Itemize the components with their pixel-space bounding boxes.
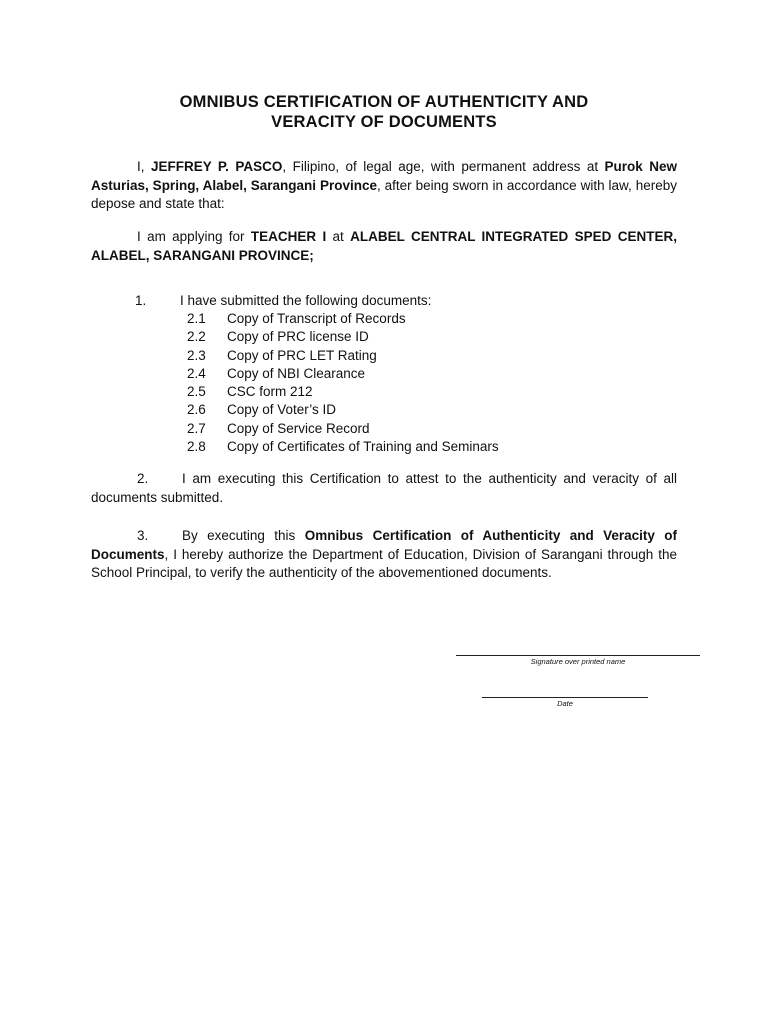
date-label: Date: [557, 699, 573, 708]
certification-title-ref: Omnibus Certification of Authenticity and Veracity of Documents: [91, 528, 677, 562]
document-label: Copy of Service Record: [227, 420, 370, 436]
document-label: CSC form 212: [227, 384, 313, 400]
intro-suffix: , after being sworn in accordance with law, hereby depose and state that:: [91, 177, 677, 211]
document-label: Copy of PRC LET Rating: [227, 347, 377, 363]
item-3-paragraph: [91, 527, 677, 583]
document-number: 2.6: [187, 402, 206, 418]
school-name: ALABEL CENTRAL INTEGRATED SPED CENTER, ALABEL, SARANGANI PROVINCE;: [91, 229, 677, 263]
document-label: Copy of Voter’s ID: [227, 402, 337, 418]
item-2-text: I am executing this Certification to attest to the authenticity and veracity of all documents submitted.: [91, 471, 677, 505]
document-item: [187, 401, 499, 419]
document-label: Copy of Transcript of Records: [227, 311, 406, 326]
item-3-number: 3.: [137, 528, 149, 543]
intro-prefix: I,: [137, 159, 151, 174]
document-title: [92, 92, 676, 132]
document-number: 2.2: [187, 329, 206, 345]
document-number: 2.3: [187, 347, 206, 363]
item-3-suffix: , I hereby authorize the Department of Education, Division of Sarangani through the School Principal, to verify the authenticity of the abovementioned documents.: [91, 546, 677, 580]
document-label: Copy of NBI Clearance: [227, 365, 366, 381]
document-number: 2.4: [187, 365, 206, 381]
applying-paragraph: [91, 228, 677, 265]
document-item: [187, 365, 499, 383]
document-number: 2.5: [187, 384, 206, 400]
item-3-prefix: By executing this: [182, 528, 305, 543]
document-item: [187, 420, 499, 438]
document-label: Copy of PRC license ID: [227, 329, 369, 345]
item-1-text: I have submitted the following documents:: [180, 293, 432, 308]
document-label: Copy of Certificates of Training and Seminars: [227, 439, 499, 455]
document-item: [187, 310, 499, 328]
affiant-address: Purok New Asturias, Spring, Alabel, Sarangani Province: [91, 159, 677, 193]
signature-label: Signature over printed name: [530, 657, 626, 666]
document-number: 2.8: [187, 439, 206, 455]
applying-prefix: I am applying for: [137, 229, 251, 244]
item-2-paragraph: [91, 470, 677, 507]
signature-line: [456, 655, 700, 656]
document-item: [187, 328, 499, 346]
applied-position: TEACHER I: [250, 229, 327, 244]
intro-mid: , Filipino, of legal age, with permanent address at: [282, 159, 605, 174]
item-2-number: 2.: [137, 471, 149, 486]
title-line-2: VERACITY OF DOCUMENTS: [271, 113, 497, 131]
document-number: 2.1: [187, 311, 206, 326]
document-number: 2.7: [187, 420, 206, 436]
affiant-name: JEFFREY P. PASCO: [150, 159, 283, 174]
document-item: [187, 383, 499, 401]
item-1-number: 1.: [135, 293, 147, 308]
applying-mid: at: [326, 229, 351, 244]
document-item: [187, 438, 499, 456]
intro-paragraph: [91, 158, 677, 214]
item-1: [135, 292, 431, 310]
title-line-1: OMNIBUS CERTIFICATION OF AUTHENTICITY AND: [179, 93, 589, 111]
documents-list: [187, 310, 499, 456]
date-line: [482, 697, 648, 698]
document-item: [187, 347, 499, 365]
